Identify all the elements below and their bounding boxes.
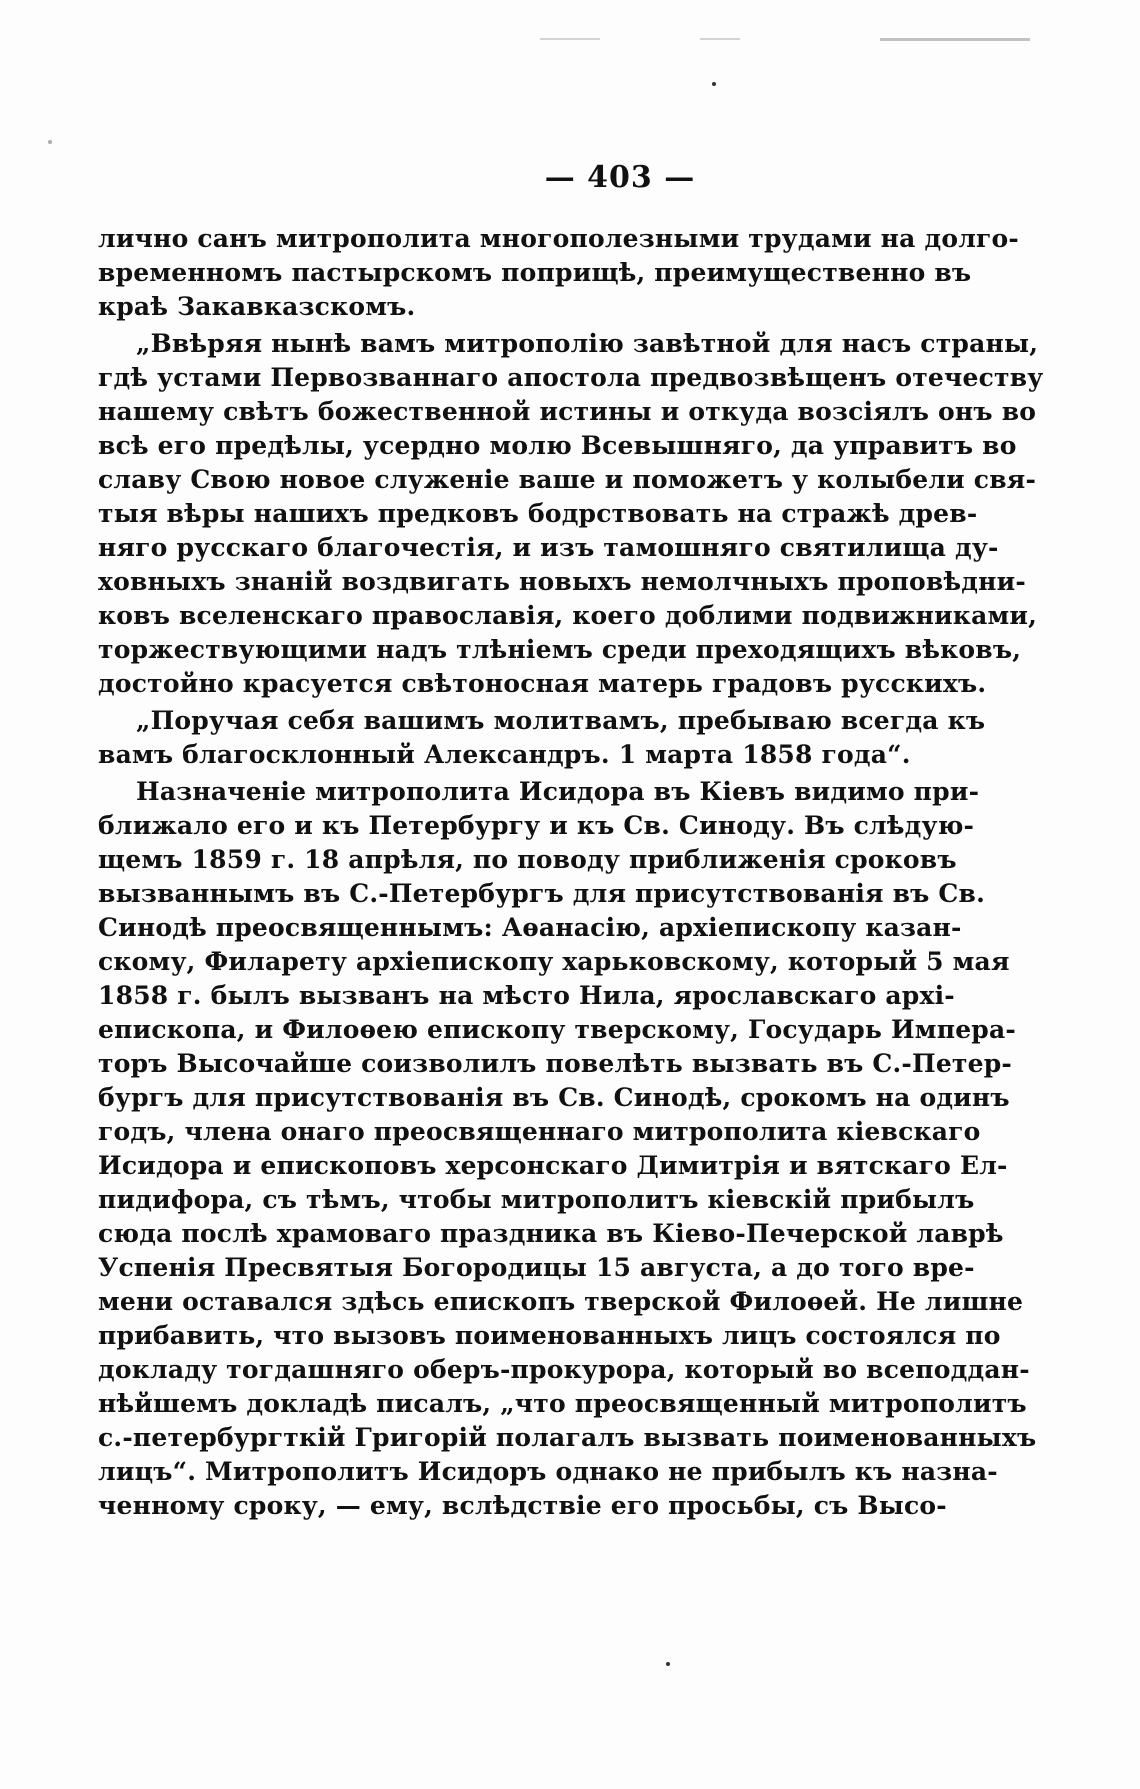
text-line: достойно красуется свѣтоносная матерь градовъ русскихъ.	[98, 669, 987, 698]
text-line: 1858 г. былъ вызванъ на мѣсто Нила, ярославскаго архі-	[98, 981, 955, 1010]
text-line: гдѣ устами Первозваннаго апостола предвозвѣщенъ отечеству	[98, 363, 1044, 392]
text-line: ближало его и къ Петербургу и къ Св. Синоду. Въ слѣдую-	[98, 811, 975, 840]
text-line: торъ Высочайше соизволилъ повелѣть вызвать въ С.-Петер-	[98, 1049, 1012, 1078]
scan-artifact-dot	[666, 1662, 670, 1666]
page-number: — 403 —	[544, 160, 696, 195]
text-line: тыя вѣры нашихъ предковъ бодрствовать на стражѣ древ-	[98, 499, 978, 528]
text-line: с.-петербургткій Григорій полагалъ вызвать поименованныхъ	[98, 1423, 1037, 1452]
text-line: няго русскаго благочестія, и изъ тамошняго святилища ду-	[98, 533, 999, 562]
text-line: епископа, и Филоѳею епископу тверскому, Государь Импера-	[98, 1015, 1016, 1044]
text-line: скому, Филарету архіепископу харьковскому, который 5 мая	[98, 947, 1010, 976]
scan-artifact-line	[880, 38, 1030, 41]
text-line: Синодѣ преосвященнымъ: Аѳанасію, архіепископу казан-	[98, 913, 962, 942]
text-line: Исидора и епископовъ херсонскаго Димитрія и вятскаго Ел-	[98, 1151, 1008, 1180]
text-line: ховныхъ знаній воздвигать новыхъ немолчныхъ проповѣдни-	[98, 567, 1026, 596]
text-line: лицъ“. Митрополитъ Исидоръ однако не прибылъ къ назна-	[98, 1457, 998, 1486]
text-line: торжествующими надъ тлѣніемъ среди преходящихъ вѣковъ,	[98, 635, 1022, 664]
scan-artifact-line	[700, 38, 740, 40]
paragraph	[98, 775, 1037, 1523]
text-line: бургъ для присутствованія въ Св. Синодѣ, срокомъ на одинъ	[98, 1083, 1010, 1112]
text-line: временномъ пастырскомъ поприщѣ, преимущественно въ	[98, 258, 972, 287]
text-line: прибавить, что вызовъ поименованныхъ лицъ состоялся по	[98, 1321, 1001, 1350]
text-line: щемъ 1859 г. 18 апрѣля, по поводу приближенія сроковъ	[98, 845, 957, 874]
scan-artifact-line	[540, 38, 600, 40]
paragraph	[98, 222, 1019, 324]
text-line: нашему свѣтъ божественной истины и откуда возсіялъ онъ во	[98, 397, 1037, 426]
text-line: славу Свою новое служеніе ваше и поможетъ у колыбели свя-	[98, 465, 1037, 494]
paragraph	[98, 704, 986, 772]
paragraph	[98, 327, 1044, 701]
text-line: вамъ благосклонный Александръ. 1 марта 1858 года“.	[98, 740, 911, 769]
text-line: вызваннымъ въ С.-Петербургъ для присутствованія въ Св.	[98, 879, 986, 908]
text-line: сюда послѣ храмоваго праздника въ Кіево-Печерской лаврѣ	[98, 1219, 1004, 1248]
text-line: докладу тогдашняго оберъ-прокурора, который во всеподдан-	[98, 1355, 1030, 1384]
text-line: краѣ Закавказскомъ.	[98, 292, 416, 321]
text-line: мени оставался здѣсь епископъ тверской Филоѳей. Не лишне	[98, 1287, 1024, 1316]
text-line: годъ, члена онаго преосвященнаго митрополита кіевскаго	[98, 1117, 981, 1146]
scan-artifact-dot	[712, 82, 716, 86]
text-line: „Поручая себя вашимъ молитвамъ, пребываю всегда къ	[136, 706, 986, 735]
text-line: ковъ вселенскаго православія, коего доблими подвижниками,	[98, 601, 1038, 630]
body-text	[98, 222, 1044, 1526]
text-line: пидифора, съ тѣмъ, чтобы митрополитъ кіевскій прибылъ	[98, 1185, 975, 1214]
text-line: Назначеніе митрополита Исидора въ Кіевъ видимо при-	[136, 777, 980, 806]
scan-artifact-dot	[48, 140, 52, 144]
text-line: „Ввѣряя нынѣ вамъ митрополію завѣтной для насъ страны,	[136, 329, 1039, 358]
text-line: ченному сроку, — ему, вслѣдствіе его просьбы, съ Высо-	[98, 1491, 947, 1520]
text-line: Успенія Пресвятыя Богородицы 15 августа, а до того вре-	[98, 1253, 975, 1282]
text-line: лично санъ митрополита многополезными трудами на долго-	[98, 224, 1019, 253]
text-line: нѣйшемъ докладѣ писалъ, „что преосвященный митрополитъ	[98, 1389, 1027, 1418]
text-line: всѣ его предѣлы, усердно молю Всевышняго, да управитъ во	[98, 431, 1017, 460]
